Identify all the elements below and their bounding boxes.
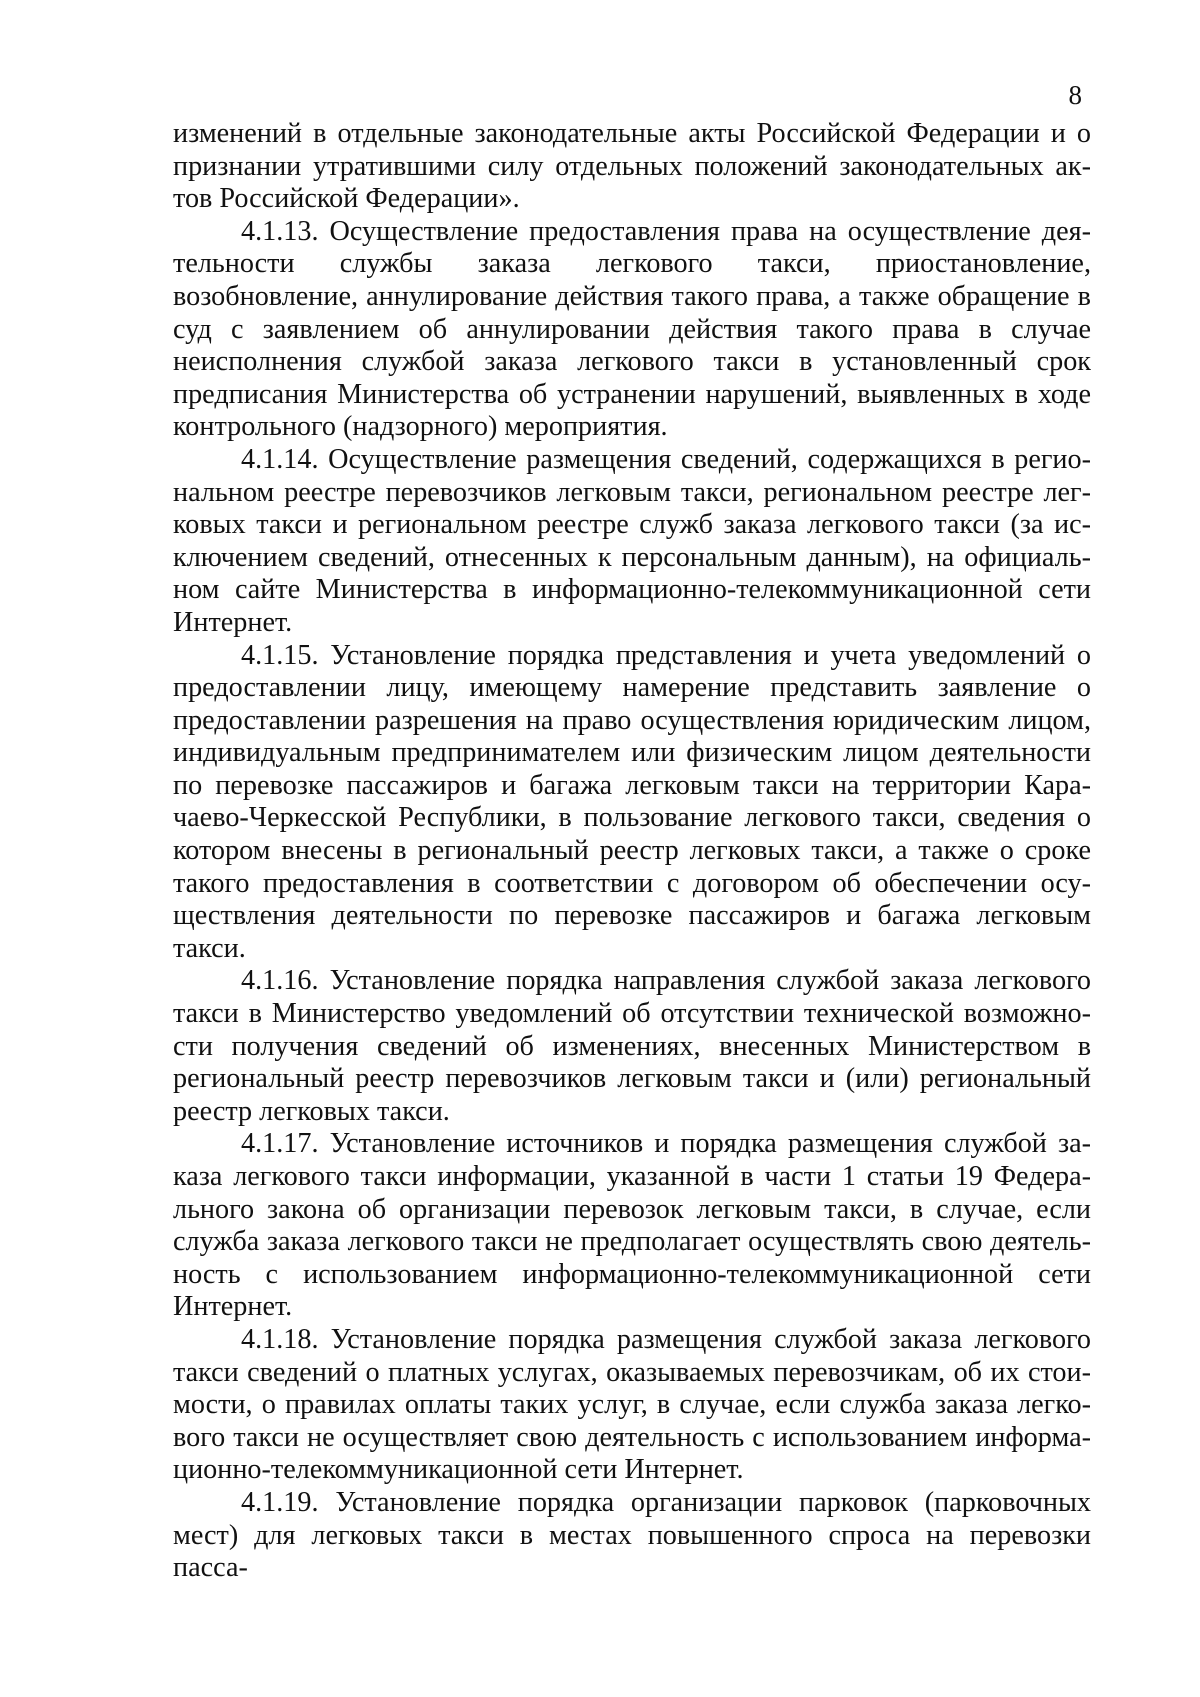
paragraph-4-1-17: 4.1.17. Установление источников и порядка размещения службой заказа легкового такси информации, указанной в части 1 статьи 19 Федерального закона об организации перевозок легковым такси, в случае, если служба заказа легкового такси не предполагает осуществлять свою деятельность с использованием информационно-телекоммуникационной сети Интернет. xyxy=(173,1128,1091,1323)
paragraph-4-1-15: 4.1.15. Установление порядка представления и учета уведомлений о предоставлении лицу, имеющему намерение представить заявление о предоставлении разрешения на право осуществления юридическим лицом, индивидуальным предпринимателем или физическим лицом деятельности по перевозке пассажиров и багажа легковым такси на территории Карачаево-Черкесской Республики, в пользование легкового такси, сведения о котором внесены в региональный реестр легковых такси, а также о сроке такого предоставления в соответствии с договором об обеспечении осуществления деятельности по перевозке пассажиров и багажа легковым такси. xyxy=(173,639,1091,964)
document-body xyxy=(173,118,1091,1585)
paragraph-4-1-16: 4.1.16. Установление порядка направления службой заказа легкового такси в Министерство уведомлений об отсутствии технической возможности получения сведений об изменениях, внесенных Министерством в региональный реестр перевозчиков легковым такси и (или) региональный реестр легковых такси. xyxy=(173,965,1091,1127)
paragraph-4-1-14: 4.1.14. Осуществление размещения сведений, содержащихся в региональном реестре перевозчиков легковым такси, региональном реестре легковых такси и региональном реестре служб заказа легкового такси (за исключением сведений, отнесенных к персональным данным), на официальном сайте Министерства в информационно-телекоммуникационной сети Интернет. xyxy=(173,443,1091,638)
paragraph-continuation: изменений в отдельные законодательные акты Российской Федерации и о признании утратившими силу отдельных положений законодательных актов Российской Федерации». xyxy=(173,118,1091,215)
paragraph-4-1-19: 4.1.19. Установление порядка организации парковок (парковочных мест) для легковых такси в местах повышенного спроса на перевозки пасса- xyxy=(173,1486,1091,1584)
paragraph-4-1-13: 4.1.13. Осуществление предоставления права на осуществление деятельности службы заказа легкового такси, приостановление, возобновление, аннулирование действия такого права, а также обращение в суд с заявлением об аннулировании действия такого права в случае неисполнения службой заказа легкового такси в установленный срок предписания Министерства об устранении нарушений, выявленных в ходе контрольного (надзорного) мероприятия. xyxy=(173,215,1091,443)
page-number: 8 xyxy=(1068,80,1082,110)
paragraph-4-1-18: 4.1.18. Установление порядка размещения службой заказа легкового такси сведений о платных услугах, оказываемых перевозчикам, об их стоимости, о правилах оплаты таких услуг, в случае, если служба заказа легкового такси не осуществляет свою деятельность с использованием информационно-телекоммуникационной сети Интернет. xyxy=(173,1323,1091,1486)
